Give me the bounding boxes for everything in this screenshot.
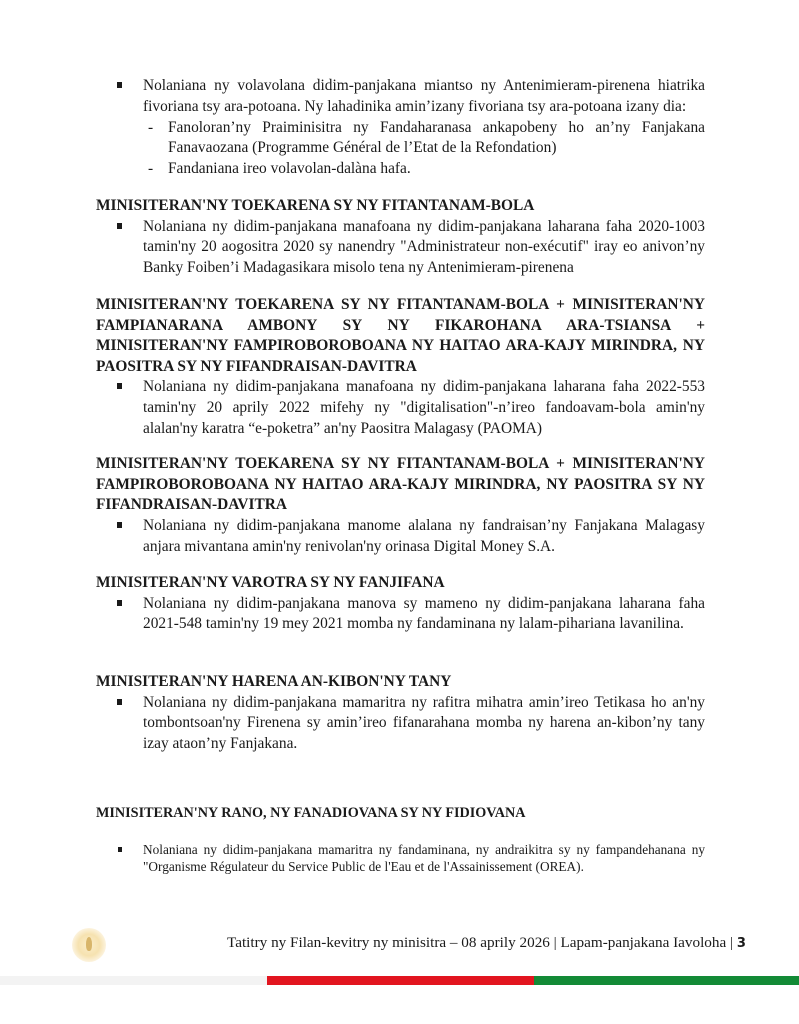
section-heading: MINISITERAN'NY RANO, NY FANADIOVANA SY NY FIDIOVANA — [96, 805, 526, 821]
section-heading: MINISITERAN'NY TOEKARENA SY NY FITANTANAM-BOLA + MINISITERAN'NY FAMPIANARANA AMBONY SY NY FIKAROHANA ARA-TSIANSA + MINISITERAN'NY FAMPIROBOROBOANA NY HAITAO ARA-KAJY MIRINDRA, NY PAOSITRA SY NY FIFANDRAISAN-DAVITRA — [96, 296, 705, 375]
bullet-icon — [117, 223, 122, 229]
item-text: Nolaniana ny didim-panjakana mamaritra ny rafitra mihatra amin’ireo Tetikasa ho an'ny tombontsoan'ny Firenena sy amin’ireo fifanarahana momba ny harena an-kibon’ny tany izay ataon’ny Fanjakana. — [143, 693, 705, 753]
item-text: Nolaniana ny volavolana didim-panjakana miantso ny Antenimieram-pirenena hiatrika fivoriana tsy ara-potoana. Ny lahadinika amin’izany fivoriana tsy ara-potoana izany dia: — [143, 77, 705, 115]
presidency-seal-icon — [72, 928, 106, 962]
footer-stripe-red — [267, 976, 534, 985]
footer-stripe-gray — [0, 976, 267, 985]
section-heading: MINISITERAN'NY TOEKARENA SY NY FITANTANAM-BOLA — [96, 197, 535, 214]
bullet-icon — [118, 847, 122, 852]
sub-list-item — [96, 118, 705, 160]
section-heading: MINISITERAN'NY TOEKARENA SY NY FITANTANAM-BOLA + MINISITERAN'NY FAMPIROBOROBOANA NY HAITAO ARA-KAJY MIRINDRA, NY PAOSITRA SY NY FIFANDRAISAN-DAVITRA — [96, 455, 705, 514]
sub-list-item — [96, 159, 705, 180]
section-heading: MINISITERAN'NY VAROTRA SY NY FANJIFANA — [96, 574, 445, 591]
section-toekarena-fampianarana-haitao — [96, 295, 705, 440]
sub-item-text: Fandaniana ireo volavolan-dalàna hafa. — [168, 160, 411, 178]
list-item — [96, 76, 705, 118]
list-item — [96, 516, 705, 558]
bullet-icon — [117, 600, 122, 606]
dash-icon: - — [148, 118, 154, 136]
list-item — [96, 217, 705, 279]
bullet-icon — [117, 699, 122, 705]
list-item — [96, 693, 705, 755]
sub-item-text: Fanoloran’ny Praiminisitra ny Fandaharanasa ankapobeny ho an’ny Fanjakana Fanavaozana (Programme Général de l’Etat de la Refondation) — [168, 118, 705, 157]
section-toekarena-haitao — [96, 454, 705, 557]
list-item — [96, 594, 705, 636]
intro-section — [96, 76, 705, 180]
bullet-icon — [117, 522, 122, 528]
section-toekarena — [96, 196, 705, 279]
section-harena-an-kibon-ny-tany — [96, 672, 705, 755]
item-text: Nolaniana ny didim-panjakana manova sy mameno ny didim-panjakana laharana faha 2021-548 tamin'ny 19 mey 2021 momba ny fandaminana ny lalam-pihariana lavanilina. — [143, 594, 705, 633]
footer-caption: Tatitry ny Filan-kevitry ny minisitra – 08 aprily 2026 | Lapam-panjakana Iavoloha | — [227, 934, 737, 951]
footer-text — [227, 934, 746, 952]
footer-stripe-green — [534, 976, 799, 985]
item-text: Nolaniana ny didim-panjakana mamaritra ny fandaminana, ny andraikitra sy ny fampandehanana ny "Organisme Régulateur du Service Public de l'Eau et de l'Assainissement (OREA). — [143, 841, 705, 874]
item-text: Nolaniana ny didim-panjakana manafoana ny didim-panjakana laharana faha 2022-553 tamin'ny 20 aprily 2022 mifehy ny "digitalisation"-n’ireo fandoavam-bola amin'ny alalan'ny karatra “e-poketra” an'ny Paositra Malagasy (PAOMA) — [143, 378, 705, 437]
bullet-icon — [117, 383, 122, 389]
section-heading: MINISITERAN'NY HARENA AN-KIBON'NY TANY — [96, 673, 452, 690]
dash-icon: - — [148, 160, 154, 178]
page-number: 3 — [736, 936, 746, 951]
item-text: Nolaniana ny didim-panjakana manafoana ny didim-panjakana laharana faha 2020-1003 tamin'ny 20 aogositra 2020 sy nanendry "Administrateur non-exécutif" iray eo anivon’ny Banky Foiben’i Madagasikara misolo tena ny Antenimieram-pirenena — [143, 217, 705, 277]
section-varotra — [96, 573, 705, 635]
flame-icon — [86, 937, 92, 951]
list-item — [96, 841, 705, 875]
list-item — [96, 377, 705, 439]
item-text: Nolaniana ny didim-panjakana manome alalana ny fandraisan’ny Fanjakana Malagasy anjara mivantana amin'ny renivolan'ny orinasa Digital Money S.A. — [143, 516, 705, 555]
section-rano — [96, 803, 705, 875]
bullet-icon — [117, 82, 122, 88]
